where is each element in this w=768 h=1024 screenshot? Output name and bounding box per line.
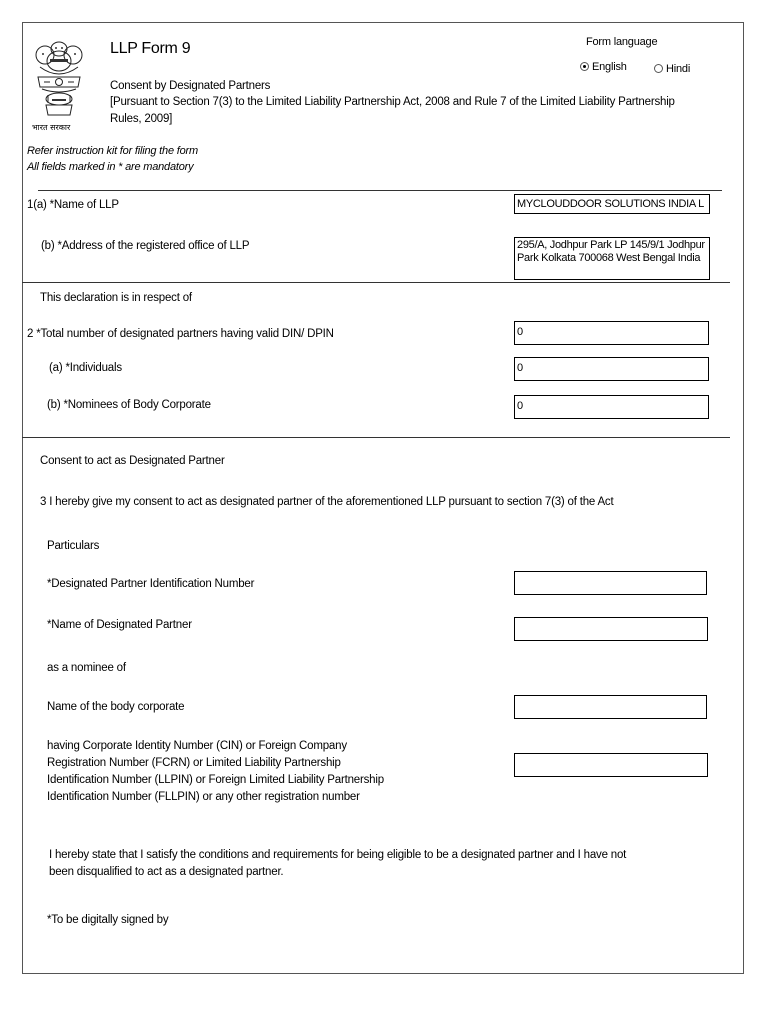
nominee-label: as a nominee of (47, 662, 126, 674)
eligibility-text-line2: been disqualified to act as a designated partner. (49, 866, 284, 878)
divider-2 (22, 282, 730, 283)
cin-text-line4: Identification Number (FLLPIN) or any other registration number (47, 791, 360, 803)
llp-address-label: (b) *Address of the registered office of LLP (41, 240, 250, 252)
cin-field[interactable] (514, 753, 708, 777)
nominees-field[interactable]: 0 (514, 395, 709, 419)
llp-name-field[interactable]: MYCLOUDDOOR SOLUTIONS INDIA L (514, 194, 710, 214)
nominees-label: (b) *Nominees of Body Corporate (47, 399, 211, 411)
individuals-field[interactable]: 0 (514, 357, 709, 381)
consent-statement: 3 I hereby give my consent to act as designated partner of the aforementioned LLP pursuant to section 7(3) of the Act (40, 496, 614, 508)
instruction-text-line1: Refer instruction kit for filing the form (27, 145, 198, 157)
pursuant-text-line1: [Pursuant to Section 7(3) to the Limited Liability Partnership Act, 2008 and Rule 7 of the Limited Liability Partnership (110, 96, 675, 108)
llp-address-field[interactable]: 295/A, Jodhpur Park LP 145/9/1 Jodhpur Park Kolkata 700068 West Bengal India (514, 237, 710, 280)
divider-3 (22, 437, 730, 438)
total-partners-label: 2 *Total number of designated partners having valid DIN/ DPIN (27, 328, 334, 340)
dpin-field[interactable] (514, 571, 707, 595)
pursuant-text-line2: Rules, 2009] (110, 113, 173, 125)
english-radio[interactable] (580, 62, 589, 71)
consent-heading: Consent to act as Designated Partner (40, 455, 225, 467)
english-label: English (592, 61, 627, 73)
partner-name-label: *Name of Designated Partner (47, 619, 192, 631)
dpin-label: *Designated Partner Identification Number (47, 578, 255, 590)
form-subtitle: Consent by Designated Partners (110, 80, 271, 92)
eligibility-text-line1: I hereby state that I satisfy the conditions and requirements for being eligible to be a designated partner and I have not (49, 849, 627, 861)
total-partners-field[interactable]: 0 (514, 321, 709, 345)
emblem-caption: भारत सरकार (32, 123, 71, 132)
language-option-hindi[interactable] (654, 63, 690, 75)
body-corporate-label: Name of the body corporate (47, 701, 185, 713)
signed-by-label: *To be digitally signed by (47, 914, 169, 926)
cin-text-line1: having Corporate Identity Number (CIN) or Foreign Company (47, 740, 347, 752)
form-language-label: Form language (586, 36, 658, 48)
instruction-text-line2: All fields marked in * are mandatory (27, 161, 194, 173)
individuals-label: (a) *Individuals (49, 362, 122, 374)
hindi-label: Hindi (666, 63, 691, 75)
national-emblem-icon (30, 37, 88, 133)
body-corporate-field[interactable] (514, 695, 707, 719)
declaration-label: This declaration is in respect of (40, 292, 192, 304)
llp-name-label: 1(a) *Name of LLP (27, 199, 119, 211)
partner-name-field[interactable] (514, 617, 708, 641)
language-option-english[interactable] (580, 61, 627, 73)
cin-text-line3: Identification Number (LLPIN) or Foreign Limited Liability Partnership (47, 774, 384, 786)
cin-text-line2: Registration Number (FCRN) or Limited Liability Partnership (47, 757, 341, 769)
hindi-radio[interactable] (654, 64, 663, 73)
form-title: LLP Form 9 (110, 40, 191, 57)
particulars-label: Particulars (47, 540, 100, 552)
divider-1 (38, 190, 722, 191)
